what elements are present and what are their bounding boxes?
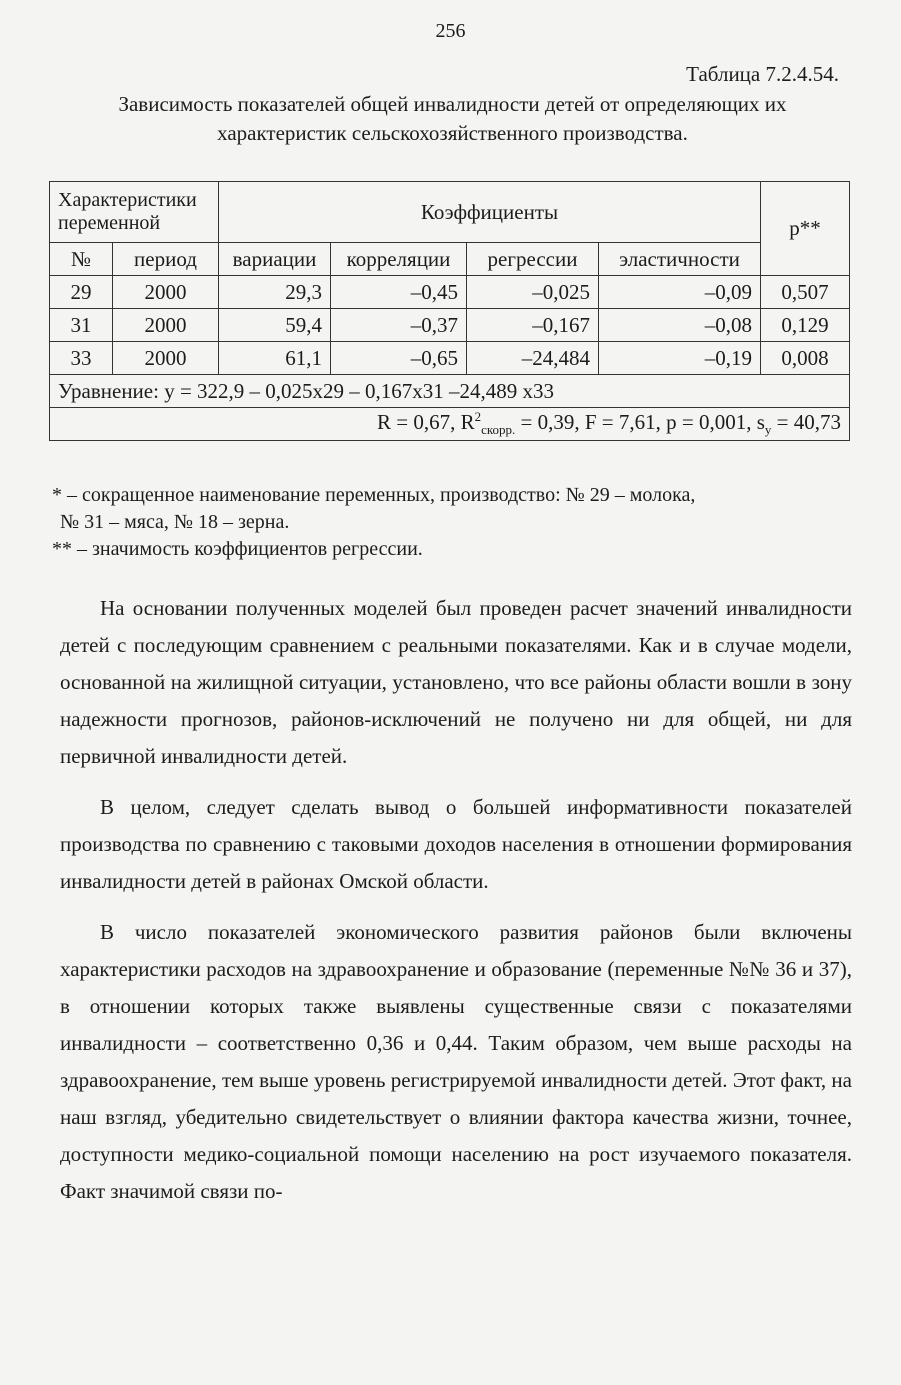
page-number: 256	[435, 20, 466, 42]
table-row	[50, 309, 850, 342]
table-notes	[52, 482, 852, 563]
cell-period: 2000	[113, 276, 219, 309]
stats-sub: y	[764, 422, 772, 438]
paragraph: В целом, следует сделать вывод о большей информативности показателей производства по сравнению с таковыми доходов населения в отношении формирования инвалидности детей в районах Омской области.	[60, 795, 852, 893]
cell-elasticity: –0,09	[599, 276, 761, 309]
cell-correlation: –0,65	[331, 342, 467, 375]
regression-equation: Уравнение: y = 322,9 – 0,025x29 – 0,167x31 –24,489 x33	[50, 375, 850, 408]
cell-regression: –0,025	[467, 276, 599, 309]
note-line: * – сокращенное наименование переменных, производство: № 29 – молока,	[52, 484, 696, 506]
cell-period: 2000	[113, 309, 219, 342]
cell-variation: 61,1	[219, 342, 331, 375]
header-variation: вариации	[219, 243, 331, 276]
note-line: № 31 – мяса, № 18 – зерна.	[60, 511, 290, 533]
paragraph: На основании полученных моделей был проведен расчет значений инвалидности детей с последующим сравнением с реальными показателями. Как и в случае модели, основанной на жилищной ситуации, установлено, что все районы области вошли в зону надежности прогнозов, районов-исключений не получено ни для общей, ни для первичной инвалидности детей.	[60, 596, 852, 768]
table-row	[50, 276, 850, 309]
cell-p: 0,507	[761, 276, 850, 309]
cell-variation: 59,4	[219, 309, 331, 342]
cell-correlation: –0,45	[331, 276, 467, 309]
cell-no: 31	[50, 309, 113, 342]
cell-elasticity: –0,19	[599, 342, 761, 375]
cell-elasticity: –0,08	[599, 309, 761, 342]
cell-period: 2000	[113, 342, 219, 375]
stats-part: = 0,39, F = 7,61, p = 0,001, s	[515, 410, 765, 435]
cell-no: 29	[50, 276, 113, 309]
stats-sup: 2	[474, 409, 482, 425]
table-title	[40, 90, 865, 148]
model-statistics	[50, 408, 850, 441]
table-title-line: характеристик сельскохозяйственного производства.	[217, 121, 688, 145]
table-label: Таблица 7.2.4.54.	[686, 62, 839, 86]
header-period: период	[113, 243, 219, 276]
table-title-line: Зависимость показателей общей инвалидности детей от определяющих их	[118, 92, 787, 116]
stats-sub: скорр.	[481, 422, 516, 438]
cell-regression: –24,484	[467, 342, 599, 375]
body-text	[60, 590, 852, 1224]
header-correlation: корреляции	[331, 243, 467, 276]
header-elasticity: эластичности	[599, 243, 761, 276]
stats-part: R = 0,67, R	[376, 410, 475, 435]
stats-part: = 40,73	[771, 410, 841, 435]
header-regression: регрессии	[467, 243, 599, 276]
cell-variation: 29,3	[219, 276, 331, 309]
data-table	[49, 181, 850, 441]
header-p: p**	[761, 182, 850, 276]
cell-no: 33	[50, 342, 113, 375]
cell-p: 0,129	[761, 309, 850, 342]
header-no: №	[50, 243, 113, 276]
cell-correlation: –0,37	[331, 309, 467, 342]
table-row	[50, 342, 850, 375]
header-coefficients: Коэффициенты	[219, 182, 761, 243]
note-line: ** – значимость коэффициентов регрессии.	[52, 538, 423, 560]
paragraph: В число показателей экономического развития районов были включены характеристики расходов на здравоохранение и образование (переменные №№ 36 и 37), в отношении которых также выявлены существенные связи с показателями инвалидности – соответственно 0,36 и 0,44. Таким образом, чем выше расходы на здравоохранение, тем выше уровень регистрируемой инвалидности детей. Этот факт, на наш взгляд, убедительно свидетельствует о влиянии фактора качества жизни, точнее, доступности медико-социальной помощи населению на рост изучаемого показателя. Факт значимой связи по-	[60, 920, 852, 1203]
header-characteristics: Характеристики переменной	[50, 182, 219, 243]
cell-p: 0,008	[761, 342, 850, 375]
cell-regression: –0,167	[467, 309, 599, 342]
